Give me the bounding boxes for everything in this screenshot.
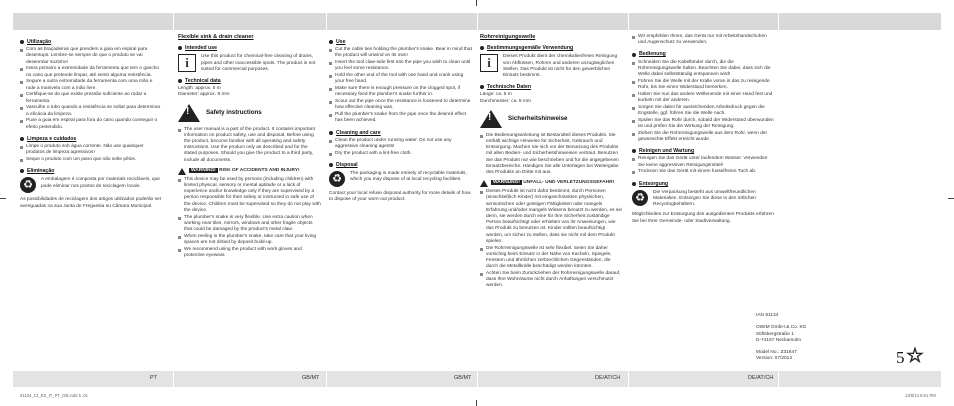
column-de-1	[480, 34, 623, 290]
icon-box-text: Dieses Produkt dient der chemikalienfreien Reinigung von Abflüssen, Rohren und anderen unzugänglichen Stellen. Das Produkt ist nicht für den gewerblichen Einsatz bestimmt.	[503, 54, 618, 79]
warning-triangle-icon: !	[480, 110, 502, 128]
list-item: Clean the product under running water. Do not use any aggressive cleaning agents!	[329, 138, 472, 150]
footer-lang-deatch-1: DE/AT/CH	[595, 375, 621, 381]
bullet-list	[20, 47, 163, 131]
footer-lang-gbmt-1: GB/MT	[302, 375, 320, 381]
closing-text: Möglichkeiten zur Entsorgung des ausgedienten Produkts erfahren Sie bei Ihrer Gemeinde- oder Stadtverwaltung.	[632, 212, 774, 224]
warning-triangle-icon	[480, 180, 488, 187]
safety-heading	[480, 110, 623, 128]
list-item: Die Rohrreinigungswelle ist sehr flexibel. Seien Sie daher vorsichtig beim Einsatz in der Nähe von Kacheln, Spiegeln, Fenstern und ähnlichen zerbrechlichen Gegenständen, die durch die Metallkralle beschädigt werden könnten.	[480, 246, 623, 271]
column-de-2	[632, 34, 775, 225]
list-item: Reinigen Sie das Gerät unter laufendem Wasser. Verwenden Sie keine aggressiven Reinigungsmittel!	[632, 156, 775, 168]
section-heading-text: Reinigen und Wartung	[639, 148, 695, 155]
bullet-list	[632, 60, 775, 144]
bullet-dot-icon	[20, 169, 24, 173]
footer-lang-deatch-2: DE/AT/CH	[748, 375, 774, 381]
list-item: Dry the product with a lint-free cloth.	[329, 151, 472, 157]
document-title: Flexible sink & drain cleaner	[178, 34, 254, 40]
closing-text: Contact your local refuse disposal authority for more details of how to dispose of your worn-out product.	[329, 191, 471, 203]
crop-mark	[0, 198, 6, 199]
section-heading	[632, 181, 775, 187]
safety-heading-text: Sicherheitshinweise	[508, 114, 568, 122]
section-heading	[632, 51, 775, 57]
section-heading	[329, 162, 472, 168]
bullet-dot-icon	[632, 149, 636, 153]
bullet-dot-icon	[178, 79, 182, 83]
warning-badge: WARNING!	[191, 167, 216, 173]
section-heading-text: Utilização	[27, 39, 52, 45]
address-line: Stiftsbergstraße 1	[756, 331, 794, 337]
bullet-dot-icon	[329, 40, 333, 44]
list-item: Limpe o produto sob água corrente. Não use quaisquer produtos de limpeza agressivos!	[20, 144, 163, 156]
list-item: This device may be used by persons (including children) with limited physical, sensory or mental aptitude or a lack of experience and/or knowledge only if they are supervised by a person responsible for their safety or instructed in safe use of the device. Children must be supervised so they do not play with the device.	[178, 177, 321, 214]
list-item: We recommend using the product with work gloves and protective eyewear.	[178, 247, 321, 259]
crop-mark	[476, 0, 477, 6]
icon-text-box	[178, 54, 321, 73]
technical-line: Länge: ca. 5 m	[480, 92, 512, 98]
warning-triangle-icon	[178, 168, 186, 175]
list-item: Scour out the pipe once the resistance is loosened to determine how effective cleaning was.	[329, 99, 472, 111]
top-color-bar	[13, 13, 941, 30]
list-item: Vasculhe o tubo quando a resistência se soltar para determinar a eficácia da limpeza.	[20, 105, 163, 117]
bullet-dot-icon	[632, 182, 636, 186]
bullet-dot-icon	[329, 131, 333, 135]
column-gb-1	[178, 34, 321, 260]
section-heading-text: Technical data	[185, 78, 221, 85]
list-item: The user manual is a part of the product. It contains important information on product safety, use and disposal. Before using the product, become familiar with all operating and safety instructions. Use the product only as described and for the stated purposes. Should you give the product to a third party, include all documents.	[178, 127, 321, 164]
list-item: Wir empfehlen Ihnen, das Gerät nur mit Arbeitshandschuhen und Augenschutz zu verwenden.	[632, 34, 775, 46]
list-item: Certifique-se de que existe pressão suficiente ao rodar a ferramenta.	[20, 92, 163, 104]
section-heading-text: Entsorgung	[639, 180, 669, 187]
section-heading-text: Bestimmungsgemäße Verwendung	[487, 45, 574, 52]
list-item: Puxe a guia em espiral para fora do cano quando conseguir o efeito pretendido.	[20, 118, 163, 130]
bullet-dot-icon	[20, 40, 24, 44]
section-heading-text: Eliminação	[27, 168, 55, 175]
address-line: Model No.: Z31647	[756, 350, 797, 356]
list-item: When reeling in the plumber's snake, take care that your living spaces are not dirtied by deposit build-up.	[178, 234, 321, 246]
list-item: Halten Sie nun das andere Wellenende mit einer Hand fest und kurbeln mit der anderen.	[632, 92, 775, 104]
section-heading	[632, 148, 775, 154]
bullet-dot-icon	[178, 46, 182, 50]
column-gb-2	[329, 34, 472, 204]
list-item: Com as braçadeiras que prendem a guia em espiral para desentupir. Lembre-se sempre de que o produto se vai desenrolar sozinho!	[20, 47, 163, 66]
bullet-list	[178, 127, 321, 164]
section-heading	[329, 130, 472, 136]
section-heading	[178, 78, 321, 84]
list-item: Ziehen Sie die Rohrreinigungswelle aus dem Rohr, wenn der gewünschte Effekt erreicht wurde.	[632, 131, 775, 143]
safety-heading	[178, 104, 321, 122]
section-heading-text: Cleaning and care	[336, 129, 381, 136]
address-line: OWIM GmbH & Co. KG	[756, 325, 807, 331]
bullet-list	[329, 47, 472, 124]
recycle-icon: ♻	[632, 190, 648, 206]
manufacturer-address	[756, 313, 806, 363]
bullet-dot-icon	[632, 53, 636, 57]
column-pt	[20, 34, 163, 210]
closing-text: As possibilidades de reciclagem dos artigos utilizados poderão ser averiguadas na sua Junta de Freguesia ou Câmara Municipal.	[20, 197, 162, 209]
address-line: Version: 07/2013	[756, 356, 793, 362]
list-item: Hold the other end of the tool with one hand and crank using your free hand.	[329, 73, 472, 85]
bullet-list	[329, 138, 472, 157]
star-icon: ☆	[906, 345, 924, 367]
section-heading-text: Technische Daten	[487, 84, 532, 91]
safety-heading-text: Safety instructions	[206, 108, 262, 116]
icon-box-text: The packaging is made entirely of recyclable materials, which you may dispose of at local recycling facilities.	[350, 171, 467, 183]
icon-text-box	[329, 171, 472, 187]
warning-text	[491, 180, 614, 186]
section-heading-text: Use	[336, 39, 346, 45]
icon-text-box	[632, 190, 775, 209]
section-heading	[178, 45, 321, 51]
list-item: Sorgen Sie dabei für ausreichenden Arbeitsdruck gegen die Engstelle, ggf. führen Sie die Welle nach.	[632, 105, 775, 117]
list-item: Spülen Sie das Rohr durch, sobald der Widerstand überwunden ist und prüfen Sie die Wirkung der Reinigung.	[632, 118, 775, 130]
list-item: Make sure there is enough pressure on the clogged spot, if necessary feed the plumber's snake further in.	[329, 86, 472, 98]
crop-mark	[948, 198, 954, 199]
icon-box-text: A embalagem é composta por materiais recicláveis, que pode eliminar nos pontos de reciclagem locais.	[41, 177, 160, 189]
bullet-list	[178, 177, 321, 259]
section-heading	[329, 39, 472, 45]
bullet-list	[480, 189, 623, 289]
page-number: 5	[896, 348, 905, 367]
warning-line	[178, 168, 321, 175]
list-item: Dieses Produkt ist nicht dafür bestimmt, durch Personen (einschließlich Kinder) mit eingeschränkten physischen, sensorischen oder geistigen Fähigkeiten oder mangels Erfahrung und/oder mangels Wissens benutzt zu werden, es sei denn, sie werden durch eine für ihre Sicherheit zuständige Person beaufsichtigt oder erhielten von ihr Anweisungen, wie das Produkt zu benutzen ist. Kinder sollten beaufsichtigt werden, um sicher zu stellen, dass sie nicht mit dem Produkt spielen.	[480, 189, 623, 245]
footer-lang-pt: PT	[150, 375, 158, 381]
technical-line: Durchmesser: ca. 9 mm	[480, 98, 531, 104]
warning-subtext: UNFALL- UND VERLETZUNGSGEFAHR!	[523, 180, 615, 186]
address-line: D-74167 Neckarsulm	[756, 337, 802, 343]
list-item: Seque o produto com um pano que não solte pêlos.	[20, 157, 163, 163]
bullet-dot-icon	[480, 85, 484, 89]
section-heading	[20, 39, 163, 45]
technical-data	[480, 92, 623, 104]
bullet-dot-icon	[480, 46, 484, 50]
bullet-list	[632, 156, 775, 175]
section-heading	[480, 45, 623, 51]
crop-mark	[476, 400, 477, 406]
info-icon: i	[178, 54, 196, 72]
address-line: IAN 91134	[756, 313, 779, 318]
icon-text-box	[20, 177, 163, 193]
warning-text	[189, 168, 300, 174]
icon-box-text: Use this product for chemical-free cleaning of drains, pipes and other inaccessible spots. The product is not suited for commercial purposes.	[201, 54, 316, 72]
list-item: Schneiden Sie die Kabelbinder durch, die die Rohrreinigungswelle halten. Beachten Sie dabei, dass sich die Welle dabei selbstständig entspannen wird!	[632, 60, 775, 79]
section-heading	[20, 168, 163, 174]
icon-text-box	[480, 54, 623, 79]
bullet-list	[480, 133, 623, 176]
technical-line: Length: approx. 5 m	[178, 86, 221, 92]
list-item: Führen Sie die Welle mit der Kralle voran in das zu reinigende Rohr, bis Sie einen Widerstand bemerken.	[632, 79, 775, 91]
document-title: Rohrreinigungswelle	[480, 34, 536, 40]
bullet-dot-icon	[329, 163, 333, 167]
print-imprint-right: 13/6/13 6:51 PM	[905, 393, 936, 398]
list-item: The plumber's snake is very flexible. Use extra caution when working near tiles, mirrors, windows and other fragile objects that could be damaged by the product's metal claw.	[178, 215, 321, 234]
icon-box-text: Die Verpackung besteht aus umweltfreundlichen Materialien. Entsorgen Sie diese in den örtlichen Recyclingbehältern.	[653, 189, 756, 208]
info-icon: i	[480, 54, 498, 72]
technical-data	[178, 86, 321, 98]
list-item: Insira primeiro a extremidade da ferramenta que tem o gancho no cano que pretende limpar, até sentir alguma resistência.	[20, 66, 163, 78]
warning-badge: WARNUNG!	[493, 180, 520, 186]
section-heading-text: Bedienung	[639, 51, 666, 58]
footer-lang-gbmt-2: GB/MT	[454, 375, 472, 381]
print-imprint-left: 91134_13_ES_IT_PT_GB.indd 5 .01	[20, 393, 88, 398]
list-item: Die Bedienungsanleitung ist Bestandteil dieses Produkts. Sie enthält wichtige Hinweise für Sicherheit, Gebrauch und Entsorgung. Machen Sie sich vor der Benutzung des Produkts mit allen Bedien- und Sicherheitshinweisen vertraut. Benutzen Sie das Produkt nur wie beschrieben und für die angegebenen Einsatzbereiche. Händigen Sie alle Unterlagen bei Weitergabe des Produkts an Dritte mit aus.	[480, 133, 623, 176]
warning-triangle-icon: !	[178, 104, 200, 122]
section-heading-text: Limpeza e cuidados	[27, 135, 77, 142]
section-heading	[20, 136, 163, 142]
warning-subtext: RISK OF ACCIDENTS AND INJURY!	[219, 167, 300, 173]
recycle-icon: ♻	[329, 171, 345, 187]
list-item: Insert the tool claw-side first into the pipe you wish to clean until you feel some resistance.	[329, 60, 472, 72]
list-item: Segure a outra extremidade da ferramenta com uma mão e rode a manivela com a mão livre.	[20, 79, 163, 91]
recycle-icon: ♻	[20, 177, 36, 193]
technical-line: Diameter: approx. 9 mm	[178, 92, 230, 98]
warning-line	[480, 180, 623, 187]
bullet-dot-icon	[20, 137, 24, 141]
list-item: Achten Sie beim Zurückziehen der Rohrreinigungswelle darauf, dass Ihre Wohnräume nicht durch Anhaftungen verschmutzt werden.	[480, 271, 623, 290]
bullet-list	[20, 144, 163, 163]
list-item: Cut the cable ties holding the plumber's snake. Bear in mind that the product will unwind on its own!	[329, 47, 472, 59]
list-item: Trocknen Sie das Gerät mit einem fusselfreien Tuch ab.	[632, 169, 775, 175]
section-heading-text: Intended use	[185, 45, 217, 52]
list-item: Pull the plumber's snake from the pipe once the desired effect has been achieved.	[329, 112, 472, 124]
section-heading	[480, 84, 623, 90]
section-heading-text: Disposal	[336, 162, 358, 169]
bullet-list	[632, 34, 775, 46]
